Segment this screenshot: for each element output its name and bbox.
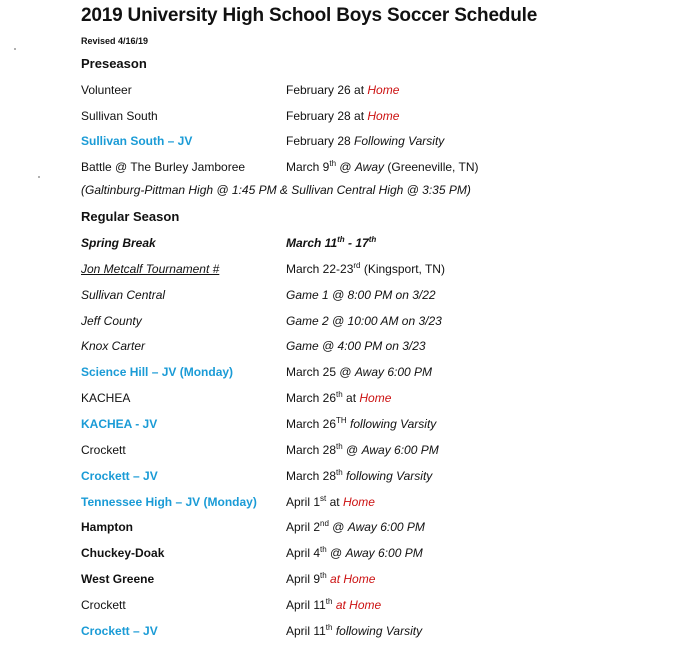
opponent-name: Crockett – JV [81, 468, 158, 483]
schedule-row [0, 443, 700, 463]
opponent-name: Hampton [81, 520, 133, 535]
scan-speck [14, 48, 16, 50]
date-text-cont: @ [328, 520, 348, 535]
game-location: at Home [335, 597, 382, 612]
opponent-name: Volunteer [81, 83, 132, 97]
preseason-heading: Preseason [81, 56, 147, 71]
opponent-name: Sullivan South – JV [81, 134, 193, 149]
location-detail: (Greeneville, TN) [384, 160, 479, 175]
game-date [286, 288, 436, 302]
date-text: Game 1 @ 8:00 PM on 3/22 [286, 287, 436, 302]
game-location: Following Varsity [354, 134, 445, 149]
date-text: April 2 [286, 520, 321, 535]
date-ordinal: th [337, 235, 345, 244]
game-location: Home [342, 494, 375, 509]
opponent-name: Chuckey-Doak [81, 546, 165, 561]
schedule-row [0, 572, 700, 592]
game-location: Home [367, 83, 400, 97]
date-text: March 25 @ [286, 365, 355, 380]
game-date [286, 417, 436, 431]
game-location: following Varsity [335, 623, 423, 638]
date-text: April 9 [286, 572, 321, 587]
game-date [286, 314, 442, 328]
opponent-name: KACHEA [81, 391, 131, 406]
date-text: March 9 [286, 160, 330, 175]
date-text-cont: (Kingsport, TN) [360, 261, 445, 276]
jamboree-note: (Galtinburg-Pittman High @ 1:45 PM & Sullivan Central High @ 3:35 PM) [81, 183, 471, 197]
date-text: April 1 [286, 494, 321, 509]
opponent-name: Battle @ The Burley Jamboree [81, 160, 246, 175]
regular-season-heading: Regular Season [81, 209, 180, 224]
page-title: 2019 University High School Boys Soccer Schedule [81, 5, 538, 26]
opponent-name: Sullivan South [81, 108, 158, 123]
schedule-row [0, 262, 700, 282]
game-date [286, 160, 479, 174]
date-ordinal: th [336, 390, 343, 400]
game-date [286, 598, 381, 612]
game-date [286, 443, 439, 457]
opponent-name: Spring Break [81, 236, 156, 250]
game-location: Away 6:00 PM [345, 546, 423, 561]
date-text: March 28 [286, 468, 337, 483]
date-text: February 28 at [286, 108, 368, 123]
date-text-cont: @ [342, 442, 362, 457]
date-ordinal: TH [336, 415, 347, 425]
game-date [286, 339, 426, 353]
date-text: April 11 [286, 623, 326, 638]
date-ordinal: th [325, 622, 333, 632]
date-ordinal: th [320, 545, 327, 555]
opponent-name: KACHEA - JV [81, 416, 158, 431]
schedule-row [0, 417, 700, 437]
date-text-cont: at [342, 391, 360, 406]
date-ordinal: rd [353, 260, 361, 270]
game-location: Home [359, 391, 392, 406]
date-text: March 22-23 [286, 261, 354, 276]
game-location: Away 6:00 PM [347, 520, 425, 535]
game-date [286, 236, 376, 250]
game-date [286, 391, 391, 405]
game-location: Away 6:00 PM [354, 365, 433, 380]
game-location: Home [367, 108, 400, 123]
game-date [286, 469, 432, 483]
game-date [286, 546, 423, 560]
game-date [286, 624, 422, 638]
game-date [286, 262, 445, 276]
schedule-row [0, 520, 700, 540]
date-ordinal: nd [320, 519, 329, 529]
game-date [286, 520, 425, 534]
schedule-row [0, 624, 700, 644]
date-ordinal: th [320, 571, 327, 581]
schedule-row [0, 160, 700, 180]
date-text-cont: @ [326, 546, 346, 561]
date-text: Game @ 4:00 PM on 3/23 [286, 339, 426, 354]
game-date [286, 495, 375, 509]
date-ordinal: th [329, 159, 337, 169]
game-date [286, 83, 399, 97]
game-location: at Home [330, 572, 376, 587]
schedule-row [0, 365, 700, 385]
schedule-row [0, 134, 700, 154]
game-location: following Varsity [350, 416, 437, 431]
game-date [286, 572, 375, 586]
opponent-name: Sullivan Central [81, 287, 166, 302]
opponent-name: Crockett [81, 597, 126, 612]
game-location: Away 6:00 PM [361, 442, 439, 457]
date-text: April 4 [286, 546, 321, 561]
schedule-row [0, 598, 700, 618]
schedule-row [0, 288, 700, 308]
date-text: March 11 [286, 236, 338, 250]
date-text: April 11 [286, 597, 326, 612]
opponent-name: Jon Metcalf Tournament # [81, 261, 220, 276]
revised-date: Revised 4/16/19 [81, 36, 149, 46]
date-text: March 26 [286, 391, 337, 406]
date-text: March 26 [286, 416, 337, 431]
date-text: February 26 at [286, 83, 368, 97]
date-ordinal: th [325, 596, 333, 606]
opponent-name: Science Hill – JV (Monday) [81, 365, 234, 380]
opponent-name: Tennessee High – JV (Monday) [81, 494, 257, 509]
date-ordinal: th [336, 441, 343, 451]
schedule-row [0, 339, 700, 359]
date-text-cont: @ [336, 160, 355, 175]
date-text-cont: at [326, 494, 343, 509]
schedule-row [0, 469, 700, 489]
opponent-name: Crockett – JV [81, 623, 158, 638]
date-text: February 28 [286, 134, 355, 149]
game-date [286, 365, 432, 379]
opponent-name: Crockett [81, 442, 126, 457]
date-ordinal: th [368, 235, 377, 244]
schedule-row [0, 495, 700, 515]
date-ordinal: st [320, 493, 327, 503]
schedule-row [0, 236, 700, 256]
date-text-cont: - 17 [344, 236, 369, 250]
opponent-name: Knox Carter [81, 339, 146, 354]
game-date [286, 134, 444, 148]
game-location: following Varsity [346, 468, 433, 483]
schedule-row [0, 391, 700, 411]
date-ordinal: th [336, 467, 343, 477]
schedule-row [0, 314, 700, 334]
schedule-row [0, 546, 700, 566]
schedule-row [0, 83, 700, 103]
game-location: Away [354, 160, 385, 175]
game-date [286, 109, 399, 123]
scan-speck [38, 176, 40, 178]
date-text: March 28 [286, 442, 337, 457]
schedule-row [0, 109, 700, 129]
date-text: Game 2 @ 10:00 AM on 3/23 [286, 313, 442, 328]
opponent-name: West Greene [81, 572, 155, 587]
opponent-name: Jeff County [81, 313, 142, 328]
